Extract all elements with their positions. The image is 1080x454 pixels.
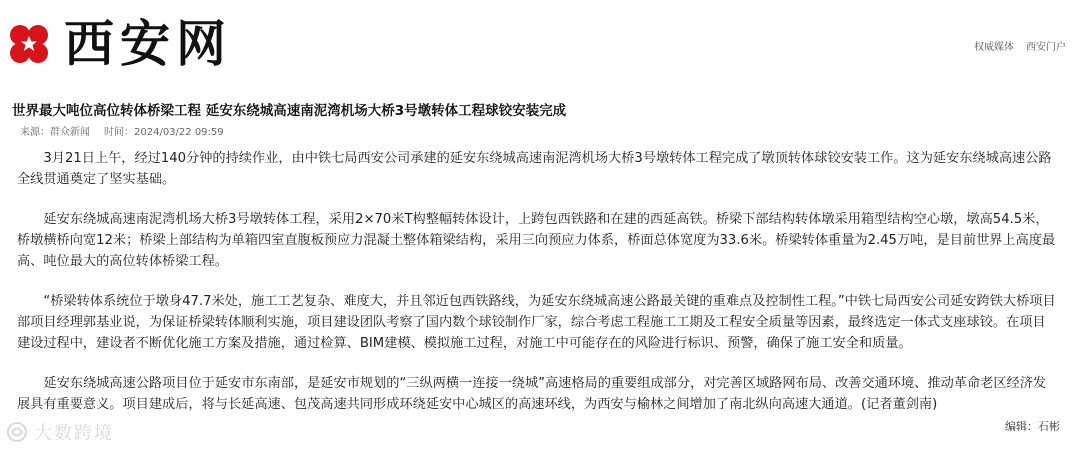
watermark	[6, 419, 114, 445]
logo-mark-icon	[6, 21, 52, 67]
watermark-text: 大数跨境	[34, 423, 114, 444]
top-links	[974, 38, 1066, 53]
article-meta	[20, 123, 224, 138]
article-paragraph: 3月21日上午，经过140分钟的持续作业，由中铁七局西安公司承建的延安东绕城高速南泥湾机场大桥3号墩转体工程完成了墩顶转体球铰安装工作。这为延安东绕城高速公路全线贯通奠定了坚实基础。	[17, 151, 1052, 187]
top-link-authority-media[interactable]: 权威媒体	[974, 42, 1014, 53]
watermark-logo-icon	[6, 421, 28, 443]
article-paragraph: 延安东绕城高速南泥湾机场大桥3号墩转体工程，采用2×70米T构整幅转体设计，上跨包西铁路和在建的西延高铁。桥梁下部结构转体墩采用箱型结构空心墩，墩高54.5米，桥墩横桥向宽12米；桥梁上部结构为单箱四室直腹板预应力混凝土整体箱梁结构，采用三向预应力体系，桥面总体宽度为33.6米。桥梁转体重量为2.45万吨，是目前世界上高度最高、吨位最大的高位转体桥梁工程。	[17, 212, 1056, 269]
article-title: 世界最大吨位高位转体桥梁工程 延安东绕城高速南泥湾机场大桥3号墩转体工程球铰安装完成	[12, 103, 567, 119]
article-body	[17, 148, 1057, 434]
site-header	[0, 0, 1080, 90]
site-name: 西安网	[64, 14, 232, 73]
article-paragraph: 延安东绕城高速公路项目位于延安市东南部，是延安市规划的“三纵两横一连接一绕城”高速格局的重要组成部分，对完善区域路网布局、改善交通环境、推动革命老区经济发展具有重要意义。项目建成后，将与长延高速、包茂高速共同形成环绕延安中心城区的高速环线，为西安与榆林之间增加了南北纵向高速大通道。(记者董剑南)	[17, 376, 1047, 412]
article-source: 来源：群众新闻	[20, 127, 90, 138]
article-paragraph: “桥梁转体系统位于墩身47.7米处，施工工艺复杂、难度大，并且邻近包西铁路线，为延安东绕城高速公路最关键的重难点及控制性工程。”中铁七局西安公司延安跨铁大桥项目部项目经理郭基业说，为保证桥梁转体顺利实施，项目建设团队考察了国内数个球铰制作厂家，综合考虑工程施工工期及工程安全质量等因素，最终选定一体式支座球铰。在项目建设过程中，建设者不断优化施工方案及措施，通过检算、BIM建模、模拟施工过程，对施工中可能存在的风险进行标识、预警，确保了施工安全和质量。	[17, 294, 1056, 351]
article-time: 时间：2024/03/22 09:59	[104, 127, 224, 138]
site-logo[interactable]	[6, 16, 232, 72]
article-editor: 编辑：石彬	[1005, 420, 1060, 433]
top-link-xian-portal[interactable]: 西安门户	[1026, 42, 1066, 53]
